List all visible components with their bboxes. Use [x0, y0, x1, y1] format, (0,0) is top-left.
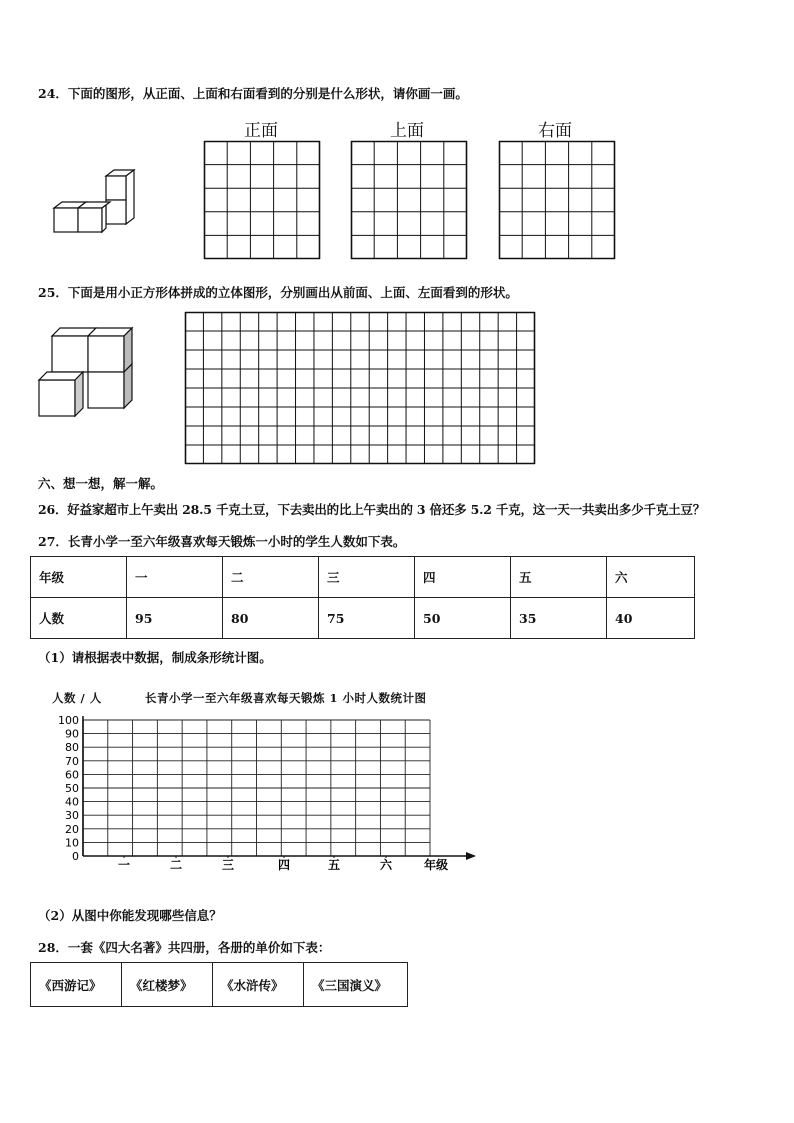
q25-text: 25．下面是用小正方形体拼成的立体图形，分别画出从前面、上面、左面看到的形状。 [38, 285, 518, 300]
table-cell: 75 [319, 598, 415, 639]
y-tick-label: 70 [65, 754, 79, 768]
table-cell: 95 [127, 598, 223, 639]
chart-title: 长青小学一至六年级喜欢每天锻炼 1 小时人数统计图 [145, 691, 427, 705]
table-header-grade: 年级 [31, 557, 127, 598]
table-cell: 六 [607, 557, 695, 598]
q28-book-table [30, 962, 408, 1007]
table-row [31, 598, 695, 639]
table-cell: 《水浒传》 [213, 963, 304, 1007]
q27-sub2: （2）从图中你能发现哪些信息？ [38, 908, 222, 923]
table-cell: 《三国演义》 [304, 963, 408, 1007]
x-tick-label: 六 [379, 858, 393, 872]
q24-grid-right[interactable] [499, 141, 615, 259]
q27-text: 27．长青小学一至六年级喜欢每天锻炼一小时的学生人数如下表。 [38, 534, 406, 549]
table-cell: 《西游记》 [31, 963, 122, 1007]
bar-chart[interactable] [0, 700, 794, 880]
y-tick-label: 80 [65, 741, 79, 755]
table-cell: 三 [319, 557, 415, 598]
q24-grid-top[interactable] [351, 141, 467, 259]
x-tick-label: 一 [117, 858, 131, 872]
q27-table [30, 556, 695, 639]
table-row [31, 963, 408, 1007]
y-tick-label: 0 [72, 850, 79, 863]
x-tick-label: 三 [221, 858, 235, 872]
y-tick-label: 90 [65, 727, 79, 741]
x-tick-label: 二 [169, 858, 183, 872]
table-cell: 二 [223, 557, 319, 598]
y-tick-label: 20 [65, 822, 79, 836]
table-cell: 35 [511, 598, 607, 639]
table-cell: 50 [415, 598, 511, 639]
q24-text: 24．下面的图形，从正面、上面和右面看到的分别是什么形状，请你画一画。 [38, 86, 468, 101]
table-cell: 四 [415, 557, 511, 598]
q25-cube-figure [38, 322, 142, 420]
y-tick-label: 10 [65, 836, 79, 850]
table-cell: 80 [223, 598, 319, 639]
y-tick-label: 50 [65, 782, 79, 795]
table-cell: 《红楼梦》 [122, 963, 213, 1007]
y-tick-label: 60 [65, 768, 79, 782]
y-tick-label: 100 [58, 714, 79, 727]
table-cell: 一 [127, 557, 223, 598]
y-tick-label: 40 [65, 795, 79, 809]
q24-cube-figure [50, 168, 140, 238]
grid-label-front: 正面 [244, 121, 278, 141]
q24-grid-front[interactable] [204, 141, 320, 259]
q28-text: 28．一套《四大名著》共四册，各册的单价如下表： [38, 940, 331, 955]
section6-title: 六、想一想，解一解。 [38, 476, 164, 491]
q27-sub1: （1）请根据表中数据，制成条形统计图。 [38, 650, 272, 665]
y-tick-label: 30 [65, 809, 79, 823]
x-axis-label: 年级 [424, 858, 449, 872]
chart-ylabel: 人数 / 人 [52, 691, 102, 705]
x-axis-arrow [466, 852, 476, 860]
q26-text: 26．好益家超市上午卖出 28.5 千克土豆，下去卖出的比上午卖出的 3 倍还多 5.2 千克，这一天一共卖出多少千克土豆？ [38, 502, 705, 517]
grid-label-right: 右面 [538, 121, 572, 141]
x-tick-label: 五 [327, 858, 341, 872]
table-cell: 五 [511, 557, 607, 598]
q25-grid[interactable] [185, 312, 535, 464]
table-row [31, 557, 695, 598]
table-cell: 40 [607, 598, 695, 639]
table-header-count: 人数 [31, 598, 127, 639]
grid-label-top: 上面 [390, 121, 424, 141]
x-tick-label: 四 [277, 858, 291, 872]
